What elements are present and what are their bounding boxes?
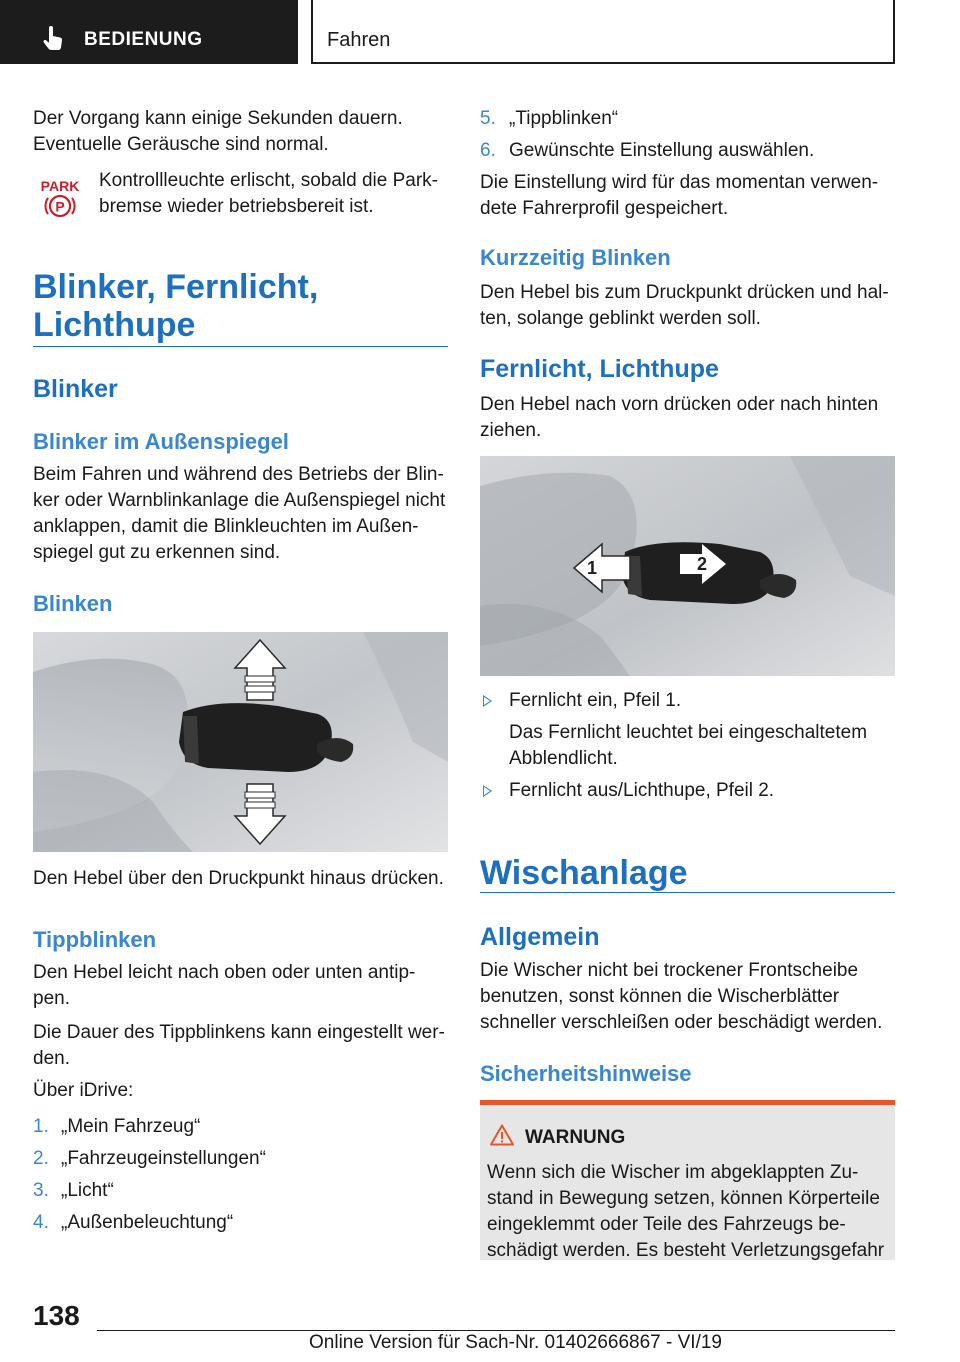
tipp-text-1: Den Hebel leicht nach oben oder unten antip- — [33, 962, 416, 983]
section-title-line-1: Blinker, Fernlicht, — [33, 268, 319, 306]
spiegel-text-3: anklappen, damit die Blinkleuchten im Außen- — [33, 516, 419, 537]
footer-text: Online Version für Sach-Nr. 01402666867 - VI/19 — [309, 1332, 722, 1353]
step-text: „Tippblinken“ — [509, 108, 619, 129]
step-text: Gewünschte Einstellung auswählen. — [509, 140, 815, 161]
warning-triangle-icon — [490, 1124, 514, 1146]
heading-fernlicht: Fernlicht, Lichthupe — [480, 355, 719, 383]
blinken-text: Den Hebel über den Druckpunkt hinaus drücken. — [33, 868, 444, 889]
heading-blinken: Blinken — [33, 591, 113, 616]
step-text: „Mein Fahrzeug“ — [61, 1116, 201, 1137]
bullet-triangle-icon — [483, 785, 492, 797]
warning-title: WARNUNG — [525, 1127, 626, 1148]
section-title-line-2: Lichthupe — [33, 306, 196, 344]
spiegel-text-2: ker oder Warnblinkanlage die Außenspiegel nicht — [33, 490, 446, 511]
step-number: 4. — [33, 1212, 49, 1233]
park-note-line-2: bremse wieder betriebsbereit ist. — [99, 196, 374, 217]
spiegel-text-4: spiegel gut zu erkennen sind. — [33, 542, 281, 563]
svg-text:P: P — [55, 198, 65, 215]
chapter-label: Fahren — [327, 29, 391, 51]
step-number: 3. — [33, 1180, 49, 1201]
step-text: „Außenbeleuchtung“ — [61, 1212, 234, 1233]
allg-text-1: Die Wischer nicht bei trockener Frontscheibe — [480, 960, 859, 981]
page-number: 138 — [33, 1300, 80, 1331]
section-title-wischanlage: Wischanlage — [480, 854, 688, 892]
park-note-line-1: Kontrollleuchte erlischt, sobald die Park- — [99, 170, 439, 191]
warning-text-1: Wenn sich die Wischer im abgeklappten Zu- — [487, 1162, 859, 1183]
warning-text-2: stand in Bewegung setzen, können Körperteile — [487, 1188, 880, 1209]
svg-text:PARK: PARK — [40, 178, 80, 194]
title-rule — [480, 892, 895, 893]
lever-fernlicht-illustration — [480, 456, 895, 676]
heading-kurzzeitig-blinken: Kurzzeitig Blinken — [480, 245, 671, 270]
store-text-1: Die Einstellung wird für das momentan verwen- — [480, 172, 879, 193]
intro-line-1: Der Vorgang kann einige Sekunden dauern. — [33, 108, 403, 129]
title-rule — [33, 346, 448, 347]
tipp-text-2: pen. — [33, 988, 70, 1009]
chapter-header — [311, 0, 895, 64]
kurz-text-1: Den Hebel bis zum Druckpunkt drücken und hal- — [480, 282, 889, 303]
store-text-2: dete Fahrerprofil gespeichert. — [480, 198, 729, 219]
step-number: 5. — [480, 108, 496, 129]
warning-text-4: schädigt werden. Es besteht Verletzungsgefahr — [487, 1240, 885, 1261]
hand-touch-icon — [40, 26, 64, 52]
lever-blink-illustration — [33, 632, 448, 852]
heading-blinker: Blinker — [33, 375, 118, 403]
step-number: 6. — [480, 140, 496, 161]
heading-blinker-aussenspiegel: Blinker im Außenspiegel — [33, 429, 289, 454]
svg-text:2: 2 — [696, 554, 708, 574]
section-tab — [0, 0, 298, 64]
bullet-fernlicht-ein: Fernlicht ein, Pfeil 1. — [509, 690, 682, 711]
footer-rule — [97, 1330, 895, 1331]
kurz-text-2: ten, solange geblinkt werden soll. — [480, 308, 761, 329]
tipp-text-5: Über iDrive: — [33, 1080, 134, 1101]
spiegel-text-1: Beim Fahren und während des Betriebs der Blin- — [33, 464, 444, 485]
step-text: „Licht“ — [61, 1180, 114, 1201]
parking-brake-icon — [40, 176, 80, 220]
warning-text-3: eingeklemmt oder Teile des Fahrzeugs be- — [487, 1214, 846, 1235]
bullet-sub-text-1: Das Fernlicht leuchtet bei eingeschaltetem — [509, 722, 868, 743]
allg-text-3: schneller verschleißen oder beschädigt werden. — [480, 1012, 883, 1033]
section-label: BEDIENUNG — [84, 29, 203, 50]
allg-text-2: benutzen, sonst können die Wischerblätter — [480, 986, 840, 1007]
step-text: „Fahrzeugeinstellungen“ — [61, 1148, 266, 1169]
heading-tippblinken: Tippblinken — [33, 927, 157, 952]
intro-line-2: Eventuelle Geräusche sind normal. — [33, 134, 329, 155]
heading-allgemein: Allgemein — [480, 923, 600, 951]
fern-text-2: ziehen. — [480, 420, 542, 441]
bullet-fernlicht-aus: Fernlicht aus/Lichthupe, Pfeil 2. — [509, 780, 775, 801]
heading-sicherheitshinweise: Sicherheitshinweise — [480, 1061, 692, 1086]
fern-text-1: Den Hebel nach vorn drücken oder nach hinten — [480, 394, 879, 415]
bullet-sub-text-2: Abblendlicht. — [509, 748, 618, 769]
step-number: 2. — [33, 1148, 49, 1169]
bullet-triangle-icon — [483, 695, 492, 707]
svg-text:1: 1 — [586, 558, 598, 578]
tipp-text-4: den. — [33, 1048, 70, 1069]
tipp-text-3: Die Dauer des Tippblinkens kann eingestellt wer- — [33, 1022, 445, 1043]
step-number: 1. — [33, 1116, 49, 1137]
